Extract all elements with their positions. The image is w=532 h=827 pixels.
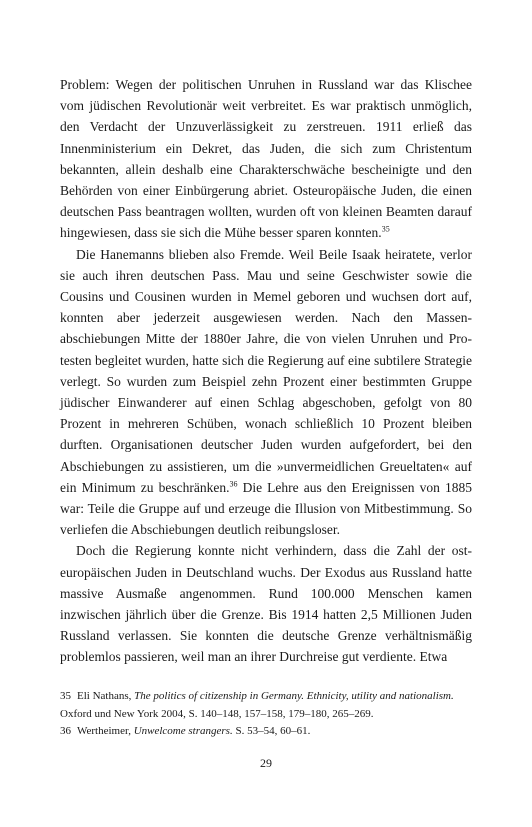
footnotes-section — [60, 688, 472, 741]
footnote-author: Eli Nathans, — [77, 690, 135, 702]
page-number: 29 — [260, 756, 272, 770]
paragraph-text: Problem: Wegen der politischen Unruhen in Russland war das Klischee vom jüdischen Revolutionär weit verbreitet. Es war praktisch unmöglich, den Verdacht der Unzuverlässigkeit zu zerstreuen. 1911 erließ das Innenministerium ein Dekret, das Juden, die sich zum Christentum bekannten, allein deshalb eine Charakterschwäche bescheinigte und den Behörden von einer Einbürgerung abriet. Osteuropäische Juden, die einen deutschen Pass beantragen wollten, wurden oft von kleinen Beamten darauf hingewiesen, dass sie sich die Mühe besser sparen konnten. — [60, 77, 472, 241]
footnote-35 — [60, 688, 472, 723]
body-paragraph-1 — [60, 74, 472, 244]
footnote-author: Wertheimer, — [77, 725, 134, 737]
body-paragraph-2 — [60, 244, 472, 541]
paragraph-text: Die Hanemanns blieben also Fremde. Weil Beile Isaak heiratete, verlor sie auch ihren deutschen Pass. Mau und seine Geschwister sowie die Cousins und Cousinen wurden in Memel geboren und wuchsen dort auf, konnten aber jederzeit ausgewiesen werden. Nach den Massenabschiebungen Mitte der 1880er Jahre, die von vielen Unruhen und Protesten begleitet wurden, hatte sich die Regierung auf eine subtilere Strategie verlegt. So wurden zum Beispiel zehn Prozent einer bestimmten Gruppe jüdischer Einwanderer auf einen Schlag abgeschoben, gefolgt von 80 Prozent in mehreren Schüben, wonach schließlich 10 Prozent bleiben durften. Organisationen deutscher Juden wurden aufgefordert, bei den Abschiebungen zu assistieren, um die »unvermeidlichen Greueltaten« auf ein Minimum zu beschränken. — [60, 246, 472, 495]
footnote-ref-36: 36 — [229, 479, 238, 489]
paragraph-text-continued: Die Lehre aus den Ereignissen von 1885 war: Teile die Gruppe auf und erzeuge die Illusion von Mitbestimmung. So verliefen die Abschiebungen deutlich reibungsloser. — [60, 479, 472, 538]
footnote-number: 36 — [60, 725, 71, 737]
footnote-details: S. 53–54, 60–61. — [232, 725, 311, 737]
footnote-ref-35: 35 — [381, 224, 390, 234]
paragraph-text: Doch die Regierung konnte nicht verhindern, dass die Zahl der osteuropäischen Juden in Deutschland wuchs. Der Exodus aus Russland hatte massive Ausmaße angenommen. Rund 100.000 Menschen kamen inzwischen jährlich über die Grenze. Bis 1914 hatten 2,5 Millionen Juden Russland verlassen. Sie konnten die deutsche Grenze verhältnismäßig problemlos passieren, weil man an ihrer Durchreise gut verdiente. Etwa — [60, 543, 472, 665]
footnote-title: The politics of citizenship in Germany. Ethnicity, utility and nationalism. — [134, 690, 454, 702]
footnote-details: Oxford und New York 2004, S. 140–148, 157–158, 179–180, 265–269. — [60, 707, 374, 720]
footnote-title: Unwelcome strangers. — [133, 725, 233, 737]
main-text-block — [60, 74, 472, 668]
body-paragraph-3 — [60, 540, 472, 667]
footnote-36 — [60, 723, 472, 741]
footnote-number: 35 — [60, 690, 71, 702]
